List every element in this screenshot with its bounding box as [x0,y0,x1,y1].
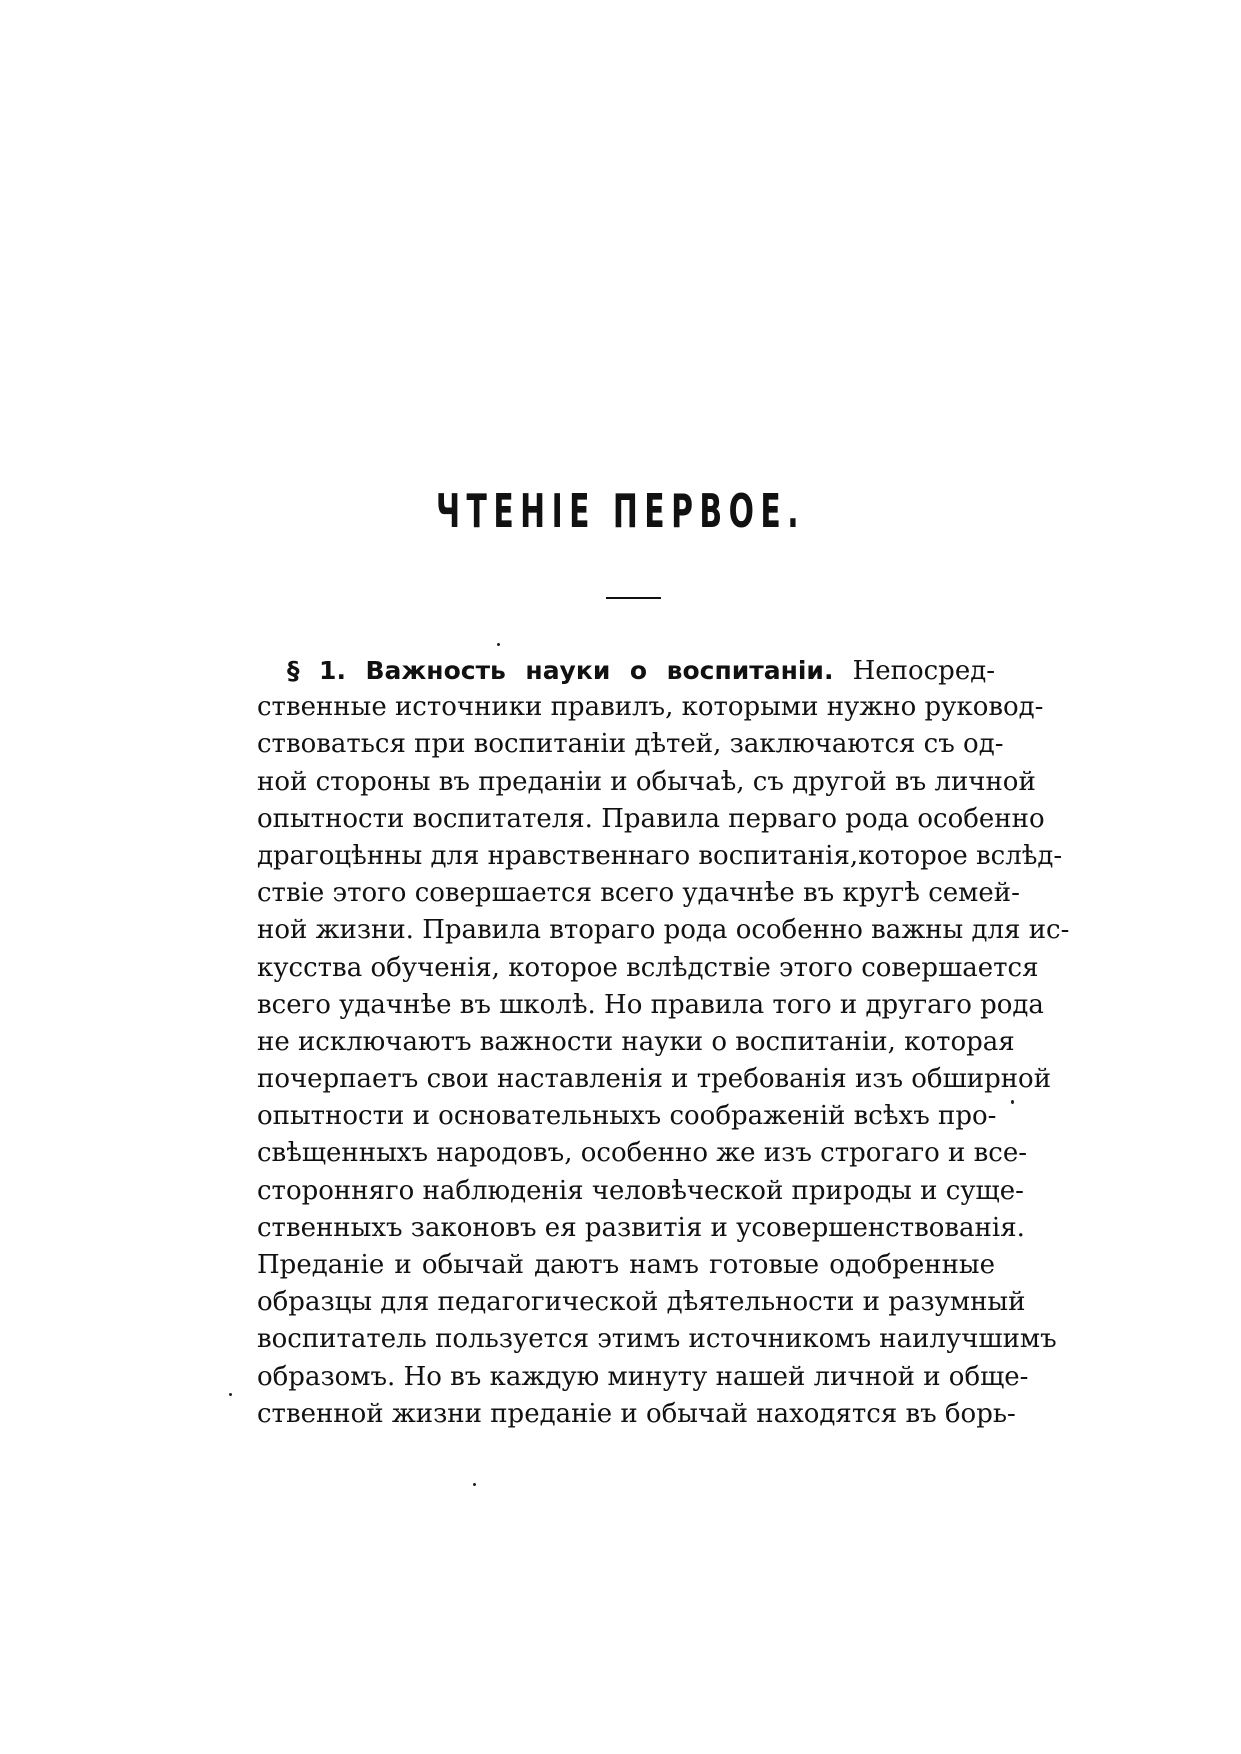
text-line: ствіе этого совершается всего удачнѣе въ кругѣ семей- [257,878,1020,909]
text-line: не исключаютъ важности науки о воспитаніи, которая [257,1026,1015,1057]
text-line: ственной жизни преданіе и обычай находятся въ борь- [257,1398,1016,1429]
text-line: ной стороны въ преданіи и обычаѣ, съ другой въ личной [257,766,1036,797]
text-line: опытности и основательныхъ соображеній всѣхъ про- [257,1101,997,1132]
text-line: всего удачнѣе въ школѣ. Но правила того и другаго рода [257,989,1044,1020]
text-line: воспитатель пользуется этимъ источникомъ наилучшимъ [257,1324,1057,1355]
text-line: ствоваться при воспитаніи дѣтей, заключаются съ од- [257,729,1004,760]
text-line: кусства обученія, которое вслѣдствіе этого совершается [257,952,1039,983]
text-line: образцы для педагогической дѣятельности и разумный [257,1287,1026,1318]
text-line: ственныхъ законовъ ея развитія и усовершенствованія. [257,1212,1025,1243]
first-line-rest: Непосред- [852,656,996,686]
text-line: сторонняго наблюденія человѣческой природы и суще- [257,1175,1024,1206]
text-line: ственные источники правилъ, которыми нужно руковод- [257,692,1044,723]
text-line: почерпаетъ свои наставленія и требованія изъ обширной [257,1064,1052,1095]
scan-speck [473,1483,476,1486]
scan-speck [1011,1100,1014,1104]
section-heading: § 1. Важность науки о воспитаніи. [287,656,834,685]
paragraph-first-line [257,652,995,689]
scan-speck [229,1393,232,1396]
text-line: Преданіе и обычай даютъ намъ готовые одобренные [257,1250,995,1280]
text-line: свѣщенныхъ народовъ, особенно же изъ строгаго и все- [257,1138,1027,1169]
text-line: опытности воспитателя. Правила перваго рода особенно [257,803,1045,834]
scan-speck [497,643,500,646]
text-line: драгоцѣнны для нравственнаго воспитанія,которое вслѣд- [257,840,1063,871]
section-body [257,652,1070,1433]
text-line: ной жизни. Правила втораго рода особенно важны для ис- [257,915,1070,946]
chapter-title: ЧТЕНІЕ ПЕРВОЕ. [435,484,806,538]
title-divider [606,597,661,599]
text-line: образомъ. Но въ каждую минуту нашей личной и обще- [257,1361,1029,1392]
